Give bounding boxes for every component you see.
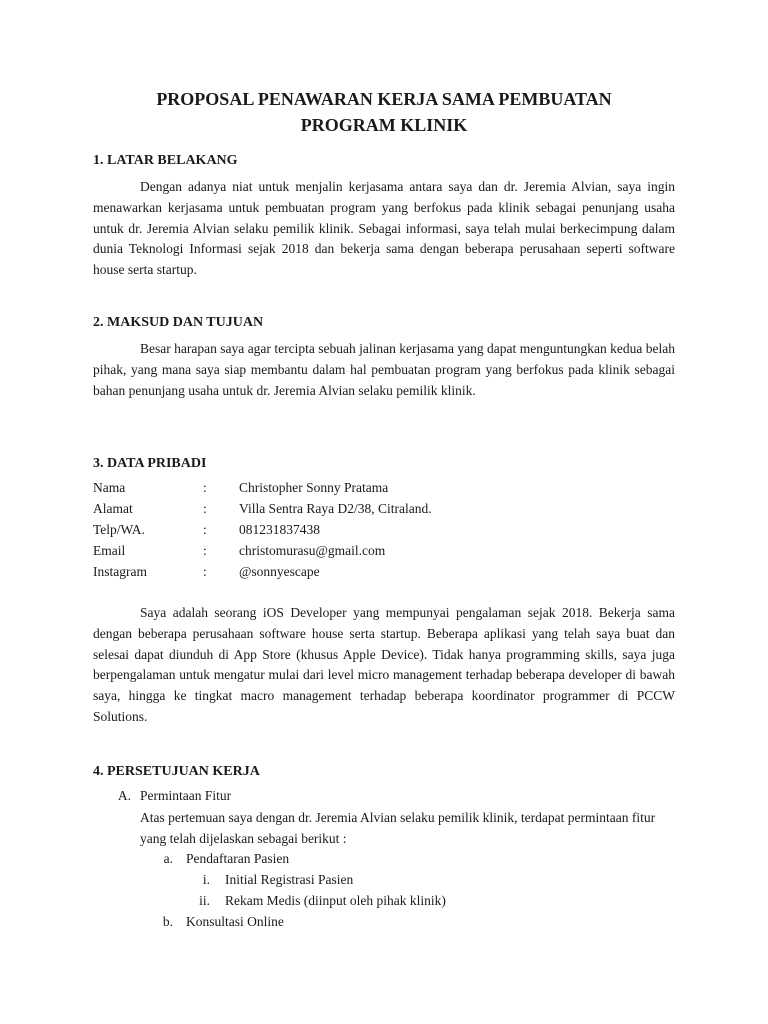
paragraph-data-pribadi: Saya adalah seorang iOS Developer yang mempunyai pengalaman sejak 2018. Bekerja sama dengan beberapa perusahaan software house serta startup. Beberapa aplikasi yang telah saya buat dan selesai dapat diunduh di App Store (khusus Apple Device). Tidak hanya programming skills, saya juga berpengalaman untuk mengatur mulai dari level micro management terhadap beberapa developer di bawah saya, hingga ke tingkat macro management terhadap beberapa koordinator programmer di PCCW Solutions. <box>93 605 675 724</box>
data-separator: : <box>203 564 207 579</box>
data-separator: : <box>203 480 207 495</box>
data-row-instagram <box>93 562 683 583</box>
data-value: Christopher Sonny Pratama <box>239 480 389 495</box>
data-row-nama <box>93 478 683 499</box>
list-marker: A. <box>117 788 131 803</box>
list-marker: ii. <box>199 893 210 908</box>
list-marker: i. <box>202 872 210 887</box>
data-label: Instagram <box>93 564 147 579</box>
data-separator: : <box>203 501 207 516</box>
data-value: 081231837438 <box>239 522 320 537</box>
section-heading-persetujuan-kerja: 4. PERSETUJUAN KERJA <box>93 764 260 779</box>
data-value: christomurasu@gmail.com <box>239 543 386 558</box>
data-separator: : <box>203 543 207 558</box>
list-label: Permintaan Fitur <box>140 788 232 803</box>
section-heading-maksud-tujuan: 2. MAKSUD DAN TUJUAN <box>93 315 264 330</box>
list-label: Konsultasi Online <box>186 914 284 929</box>
data-value: Villa Sentra Raya D2/38, Citraland. <box>239 501 432 516</box>
list-label: Rekam Medis (diinput oleh pihak klinik) <box>225 893 446 908</box>
document-title <box>80 86 688 138</box>
data-row-alamat <box>93 499 683 520</box>
paragraph-latar-belakang: Dengan adanya niat untuk menjalin kerjasama antara saya dan dr. Jeremia Alvian, saya ingin menawarkan kerjasama untuk pembuatan program yang berfokus pada klinik sebagai penunjang usaha untuk dr. Jeremia Alvian selaku pemilik klinik. Sebagai informasi, saya telah mulai berkecimpung dalam dunia Teknologi Informasi sejak 2018 dan bekerja sama dengan beberapa perusahaan seperti software house serta startup. <box>93 179 675 278</box>
data-label: Telp/WA. <box>93 522 145 537</box>
section-heading-data-pribadi: 3. DATA PRIBADI <box>93 456 207 471</box>
section-heading-latar-belakang: 1. LATAR BELAKANG <box>93 153 238 168</box>
paragraph-permintaan-fitur: Atas pertemuan saya dengan dr. Jeremia Alvian selaku pemilik klinik, terdapat permintaan fitur yang telah dijelaskan sebagai berikut : <box>140 810 656 846</box>
data-row-telp <box>93 520 683 541</box>
title-line-1: PROPOSAL PENAWARAN KERJA SAMA PEMBUATAN <box>156 89 612 109</box>
title-line-2: PROGRAM KLINIK <box>300 115 468 135</box>
data-label: Email <box>93 543 126 558</box>
list-label: Initial Registrasi Pasien <box>225 872 354 887</box>
list-marker: b. <box>162 914 173 929</box>
data-label: Nama <box>93 480 126 495</box>
data-label: Alamat <box>93 501 133 516</box>
paragraph-maksud-tujuan: Besar harapan saya agar tercipta sebuah jalinan kerjasama yang dapat menguntungkan kedua belah pihak, yang mana saya siap membantu dalam hal pembuatan program yang berfokus pada klinik sebagai bahan penunjang usaha untuk dr. Jeremia Alvian selaku pemilik klinik. <box>93 341 675 398</box>
list-marker: a. <box>163 851 173 866</box>
data-row-email <box>93 541 683 562</box>
data-value: @sonnyescape <box>239 564 320 579</box>
data-separator: : <box>203 522 207 537</box>
list-label: Pendaftaran Pasien <box>186 851 290 866</box>
